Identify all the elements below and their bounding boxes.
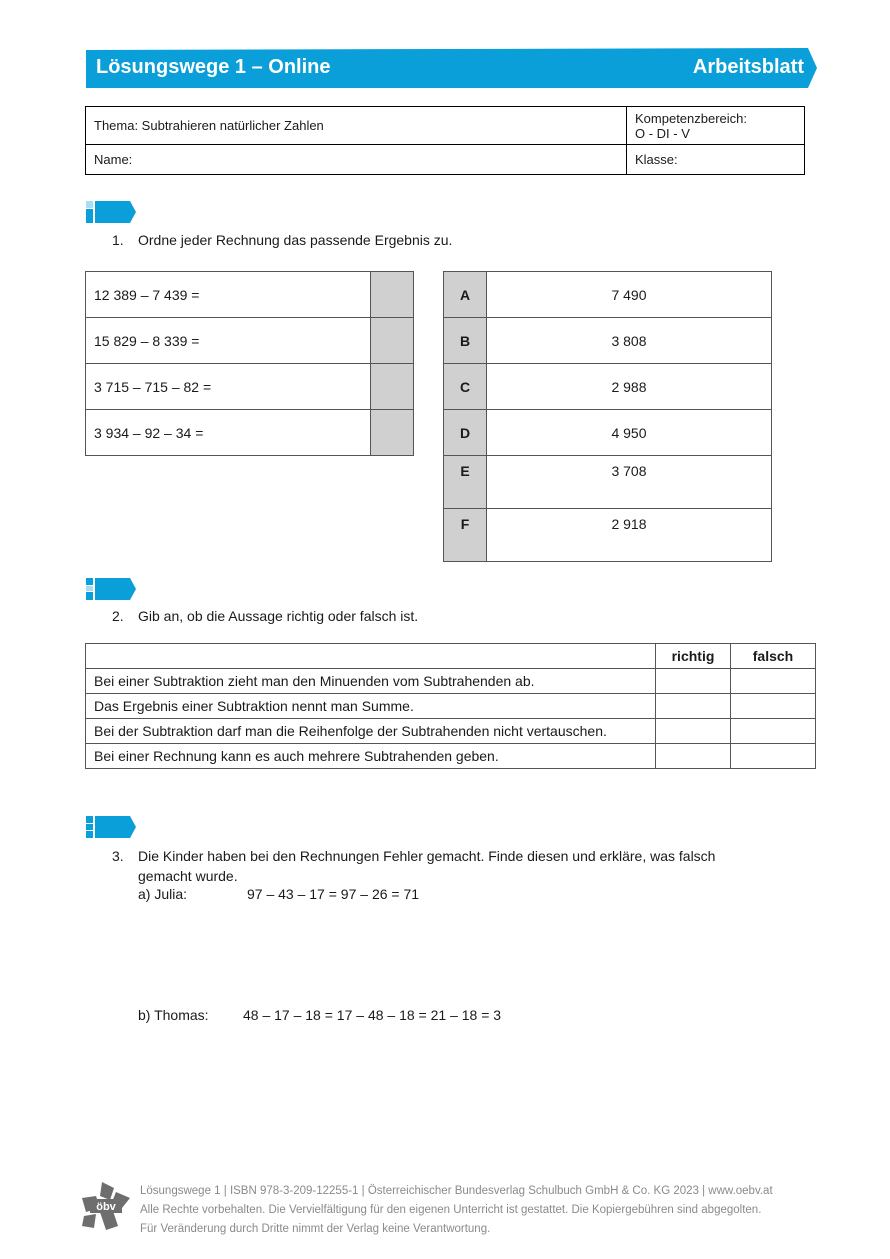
richtig-checkbox[interactable]	[656, 744, 731, 769]
answer-box[interactable]	[371, 272, 414, 318]
col-richtig: richtig	[656, 644, 731, 669]
calc-row	[86, 410, 414, 456]
kompetenz-label: Kompetenzbereich:	[635, 110, 748, 126]
richtig-checkbox[interactable]	[656, 669, 731, 694]
thomas-calculation: 48 – 17 – 18 = 17 – 48 – 18 = 21 – 18 = 3	[243, 1007, 502, 1023]
header-title: Lösungswege 1 – Online	[96, 56, 331, 78]
falsch-checkbox[interactable]	[731, 744, 816, 769]
task3-instruction	[112, 846, 715, 886]
section-marker-2	[86, 578, 136, 600]
logo-text: öbv	[96, 1201, 116, 1213]
calc-row	[86, 364, 414, 410]
name-field[interactable]: Name:	[86, 145, 627, 175]
answer-box[interactable]	[371, 410, 414, 456]
statement-text: Das Ergebnis einer Subtraktion nennt man Summe.	[86, 694, 656, 719]
footer-text	[140, 1182, 773, 1239]
task1-text: Ordne jeder Rechnung das passende Ergebnis zu.	[138, 232, 453, 248]
calc-row	[86, 272, 414, 318]
statement-row	[86, 719, 816, 744]
result-value: 4 950	[487, 410, 772, 456]
task3-number: 3.	[112, 848, 124, 864]
answer-box[interactable]	[371, 318, 414, 364]
task2-instruction	[112, 608, 418, 624]
task3-text-line1: Die Kinder haben bei den Rechnungen Fehler gemacht. Finde diesen und erkläre, was falsch	[138, 848, 716, 864]
task1-number: 1.	[112, 232, 124, 248]
calc-text: 12 389 – 7 439 =	[86, 272, 371, 318]
result-row	[444, 272, 772, 318]
statement-row	[86, 694, 816, 719]
calc-text: 3 934 – 92 – 34 =	[86, 410, 371, 456]
statement-text: Bei einer Subtraktion zieht man den Minuenden vom Subtrahenden ab.	[86, 669, 656, 694]
result-row	[444, 364, 772, 410]
statement-text: Bei der Subtraktion darf man die Reihenfolge der Subtrahenden nicht vertauschen.	[86, 719, 656, 744]
falsch-checkbox[interactable]	[731, 719, 816, 744]
result-value: 3 808	[487, 318, 772, 364]
kompetenz-cell	[627, 107, 805, 145]
footer-line1: Lösungswege 1 | ISBN 978-3-209-12255-1 | Österreichischer Bundesverlag Schulbuch GmbH & Co. KG 2023 | www.oebv.at	[140, 1185, 773, 1197]
falsch-checkbox[interactable]	[731, 669, 816, 694]
richtig-checkbox[interactable]	[656, 719, 731, 744]
thema-cell: Thema: Subtrahieren natürlicher Zahlen	[86, 107, 627, 145]
result-letter: F	[444, 509, 487, 562]
footer-line3: Für Veränderung durch Dritte nimmt der Verlag keine Verantwortung.	[140, 1223, 491, 1235]
julia-calculation: 97 – 43 – 17 = 97 – 26 = 71	[247, 886, 420, 902]
section-marker-1	[86, 201, 136, 223]
calculations-table	[85, 271, 414, 456]
result-letter: B	[444, 318, 487, 364]
answer-box[interactable]	[371, 364, 414, 410]
statement-row	[86, 669, 816, 694]
result-row	[444, 509, 772, 562]
result-value: 2 988	[487, 364, 772, 410]
result-value: 7 490	[487, 272, 772, 318]
calc-text: 3 715 – 715 – 82 =	[86, 364, 371, 410]
task1-instruction	[112, 232, 452, 248]
result-row	[444, 456, 772, 509]
statement-row	[86, 744, 816, 769]
info-table	[85, 106, 805, 175]
result-letter: A	[444, 272, 487, 318]
result-letter: E	[444, 456, 487, 509]
result-letter: C	[444, 364, 487, 410]
table-header-row	[86, 644, 816, 669]
thomas-label: b) Thomas:	[138, 1007, 209, 1023]
result-value: 2 918	[487, 509, 772, 562]
julia-label: a) Julia:	[138, 886, 188, 902]
result-row	[444, 410, 772, 456]
result-letter: D	[444, 410, 487, 456]
footer-line2: Alle Rechte vorbehalten. Die Vervielfältigung für den eigenen Unterricht ist gestattet. Die Kopiergebühren sind abgegolten.	[140, 1204, 762, 1216]
result-value: 3 708	[487, 456, 772, 509]
oebv-logo	[80, 1180, 132, 1232]
header-type: Arbeitsblatt	[692, 56, 804, 78]
col-falsch: falsch	[731, 644, 816, 669]
calc-text: 15 829 – 8 339 =	[86, 318, 371, 364]
true-false-table	[85, 643, 816, 769]
kompetenz-value: O - DI - V	[635, 125, 690, 141]
task3-text-line2: gemacht wurde.	[138, 868, 238, 884]
section-marker-3	[86, 816, 136, 838]
statement-text: Bei einer Rechnung kann es auch mehrere Subtrahenden geben.	[86, 744, 656, 769]
task2-text: Gib an, ob die Aussage richtig oder falsch ist.	[138, 608, 419, 624]
result-row	[444, 318, 772, 364]
falsch-checkbox[interactable]	[731, 694, 816, 719]
task2-number: 2.	[112, 608, 124, 624]
calc-row	[86, 318, 414, 364]
klasse-field[interactable]: Klasse:	[627, 145, 805, 175]
richtig-checkbox[interactable]	[656, 694, 731, 719]
results-table	[443, 271, 772, 562]
